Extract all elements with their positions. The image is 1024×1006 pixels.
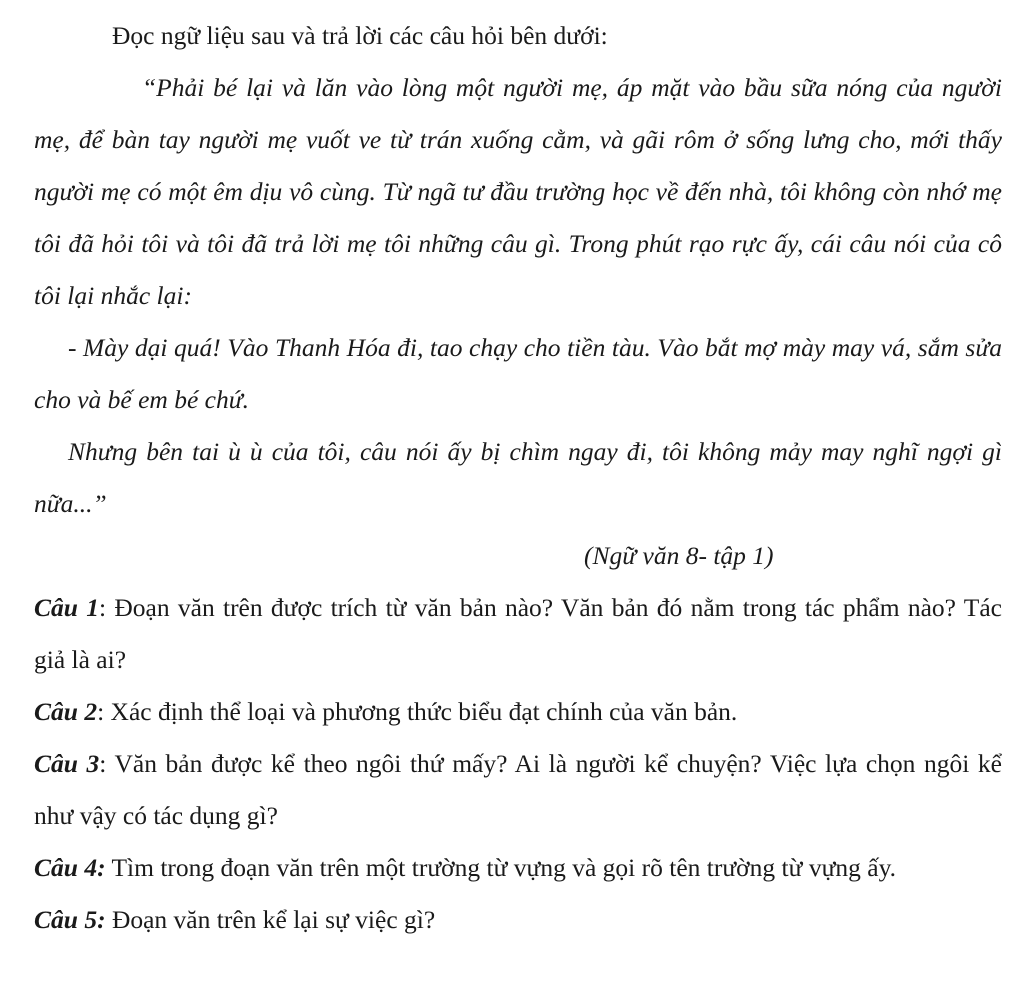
question-4-label: Câu 4: [34,853,106,882]
question-5 [34,894,1002,946]
passage-paragraph-2: - Mày dại quá! Vào Thanh Hóa đi, tao chạy cho tiền tàu. Vào bắt mợ mày may vá, sắm sửa cho và bế em bé chứ. [34,333,1002,414]
question-5-label: Câu 5: [34,905,106,934]
question-3-separator: : [99,749,107,778]
question-list [34,582,1002,946]
question-1-separator: : [98,593,107,622]
passage-paragraph-3: Nhưng bên tai ù ù của tôi, câu nói ấy bị chìm ngay đi, tôi không mảy may nghĩ ngợi gì nữa...” [34,437,1002,518]
question-1 [34,582,1002,686]
question-1-label: Câu 1 [34,593,99,622]
question-4 [34,842,1002,894]
source-citation: (Ngữ văn 8- tập 1) [584,541,774,570]
question-3-text: Văn bản được kể theo ngôi thứ mấy? Ai là người kể chuyện? Việc lựa chọn ngôi kể như vậy có tác dụng gì? [34,749,1002,830]
question-4-text: Tìm trong đoạn văn trên một trường từ vựng và gọi rõ tên trường từ vựng ấy. [105,853,897,882]
passage-paragraph-1: “Phải bé lại và lăn vào lòng một người mẹ, áp mặt vào bầu sữa nóng của người mẹ, để bàn tay người mẹ vuốt ve từ trán xuống cằm, và gãi rôm ở sống lưng cho, mới thấy người mẹ có một êm dịu vô cùng. Từ ngã tư đầu trường học về đến nhà, tôi không còn nhớ mẹ tôi đã hỏi tôi và tôi đã trả lời mẹ tôi những câu gì. Trong phút rạo rực ấy, cái câu nói của cô tôi lại nhắc lại: [34,73,1002,310]
question-2 [34,686,1002,738]
question-1-text: Đoạn văn trên được trích từ văn bản nào? Văn bản đó nằm trong tác phẩm nào? Tác giả là ai? [34,593,1002,674]
question-2-text: Xác định thể loại và phương thức biểu đạt chính của văn bản. [104,697,738,726]
question-2-separator: : [97,697,105,726]
question-3 [34,738,1002,842]
instruction-text: Đọc ngữ liệu sau và trả lời các câu hỏi bên dưới: [112,21,608,50]
reading-passage [34,62,1002,530]
question-5-text: Đoạn văn trên kể lại sự việc gì? [105,905,436,934]
question-2-label: Câu 2 [34,697,98,726]
question-3-label: Câu 3 [34,749,100,778]
